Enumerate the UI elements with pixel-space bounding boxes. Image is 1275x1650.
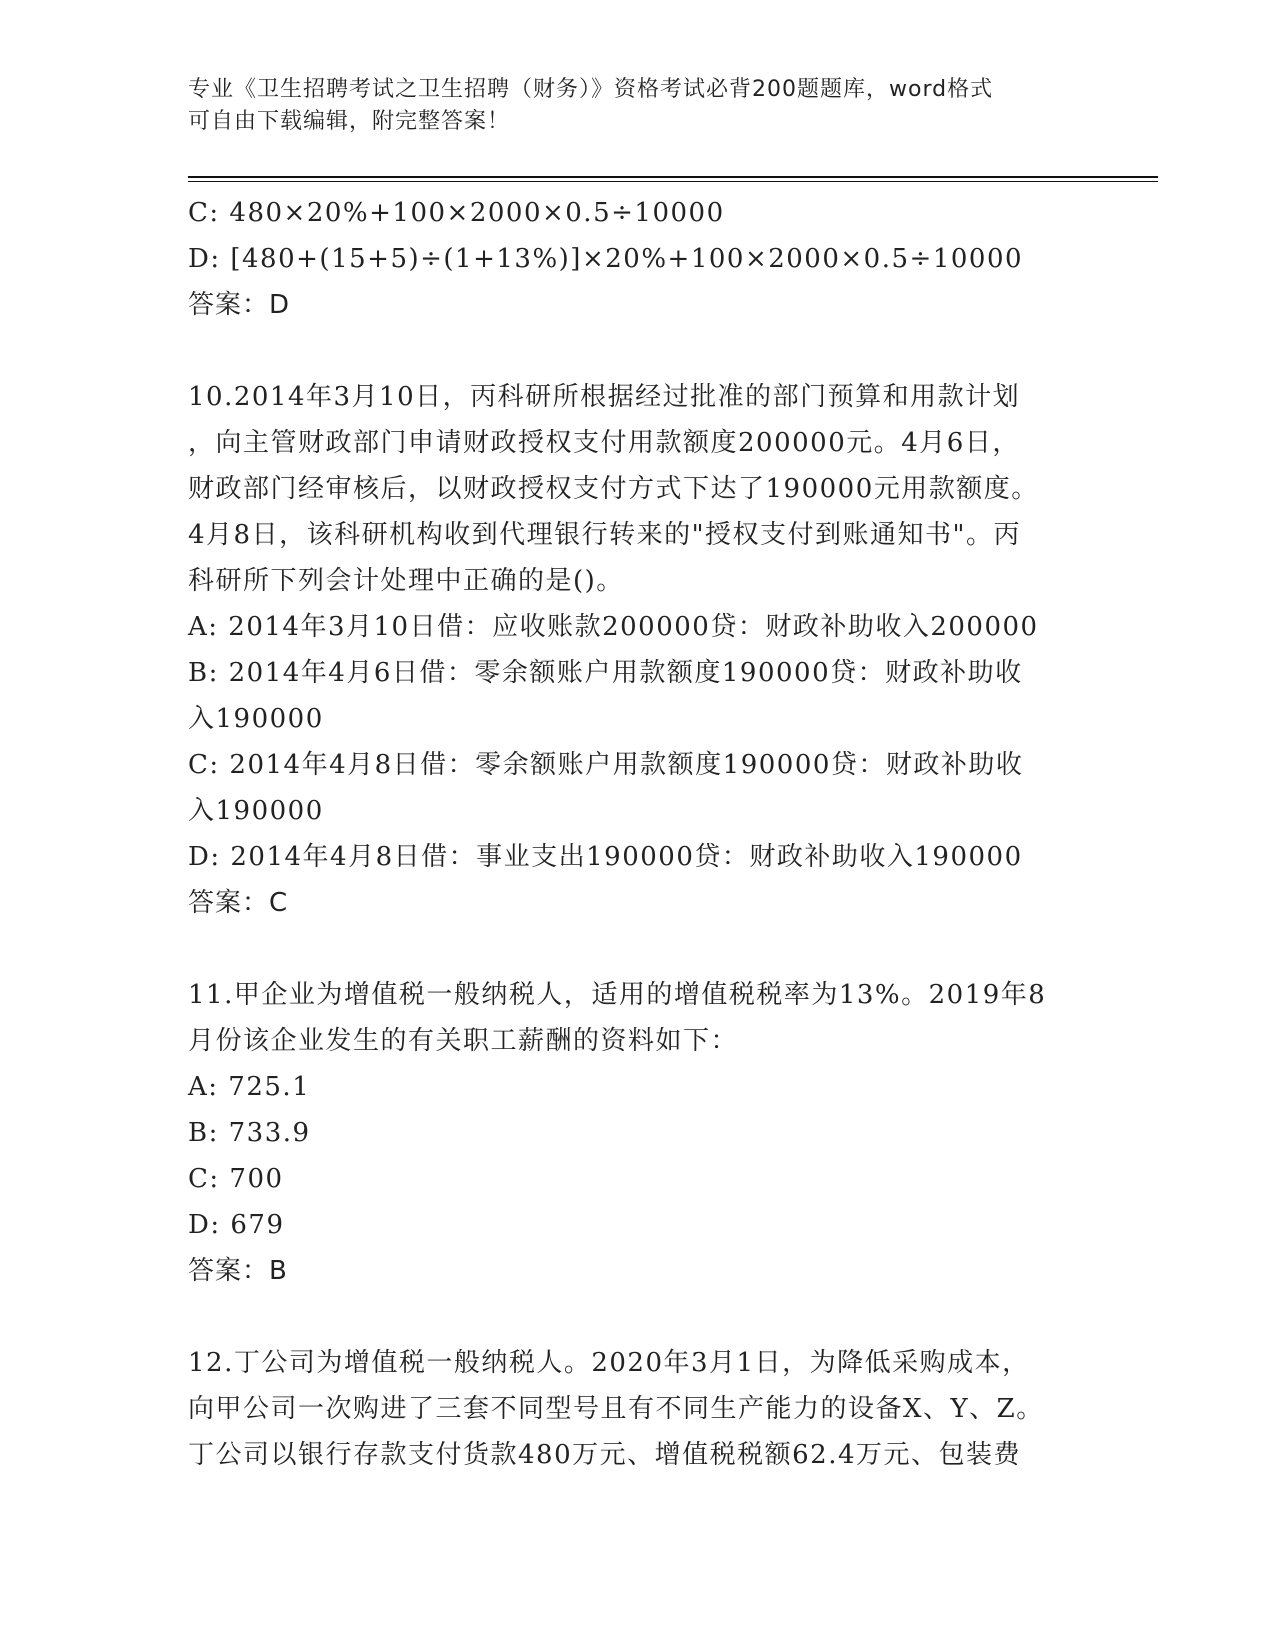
option-a: A: 2014年3月10日借：应收账款200000贷：财政补助收入200000 (188, 612, 1039, 642)
question-text-line: 财政部门经审核后，以财政授权支付方式下达了190000元用款额度。 (188, 474, 1039, 504)
spacer (188, 926, 1088, 972)
question-9-tail (188, 190, 1088, 328)
option-b-continued: 入190000 (188, 704, 324, 734)
header-rule-thin (188, 181, 1158, 182)
question-text-line: 11.甲企业为增值税一般纳税人，适用的增值税税率为13%。2019年8 (188, 980, 1047, 1010)
option-d: D: [480+(15+5)÷(1+13%)]×20%+100×2000×0.5÷10000 (188, 244, 1024, 274)
option-a: A: 725.1 (188, 1072, 311, 1102)
spacer (188, 328, 1088, 374)
option-d: D: 679 (188, 1210, 285, 1240)
header-line-1: 专业《卫生招聘考试之卫生招聘（财务）》资格考试必背200题题库，word格式 (188, 77, 994, 102)
option-b: B: 2014年4月6日借：零余额账户用款额度190000贷：财政补助收 (188, 658, 1023, 688)
question-text-line: 月份该企业发生的有关职工薪酬的资料如下： (188, 1026, 739, 1056)
spacer (188, 1294, 1088, 1340)
question-10 (188, 374, 1088, 926)
question-11 (188, 972, 1088, 1294)
header-line-2: 可自由下载编辑，附完整答案！ (188, 109, 511, 134)
answer-line: 答案：B (188, 1256, 288, 1286)
document-body (188, 190, 1088, 1478)
question-text-line: 科研所下列会计处理中正确的是()。 (188, 566, 624, 596)
question-12 (188, 1340, 1088, 1478)
option-b: B: 733.9 (188, 1118, 311, 1148)
option-c: C: 700 (188, 1164, 284, 1194)
option-c: C: 2014年4月8日借：零余额账户用款额度190000贷：财政补助收 (188, 750, 1024, 780)
question-text-line: ，向主管财政部门申请财政授权支付用款额度200000元。4月6日， (188, 428, 1020, 458)
option-c-continued: 入190000 (188, 796, 324, 826)
option-c: C: 480×20%+100×2000×0.5÷10000 (188, 198, 725, 228)
header-rule-thick (188, 176, 1158, 178)
question-text-line: 4月8日，该科研机构收到代理银行转来的"授权支付到账通知书"。丙 (188, 520, 1022, 550)
document-header (188, 74, 1088, 138)
answer-line: 答案：D (188, 290, 291, 320)
question-text-line: 向甲公司一次购进了三套不同型号且有不同生产能力的设备X、Y、Z。 (188, 1394, 1044, 1424)
question-text-line: 12.丁公司为增值税一般纳税人。2020年3月1日，为降低采购成本， (188, 1348, 1030, 1378)
question-text-line: 丁公司以银行存款支付货款480万元、增值税税额62.4万元、包装费 (188, 1440, 1022, 1470)
option-d: D: 2014年4月8日借：事业支出190000贷：财政补助收入190000 (188, 842, 1023, 872)
question-text-line: 10.2014年3月10日，丙科研所根据经过批准的部门预算和用款计划 (188, 382, 1021, 412)
answer-line: 答案：C (188, 888, 289, 918)
